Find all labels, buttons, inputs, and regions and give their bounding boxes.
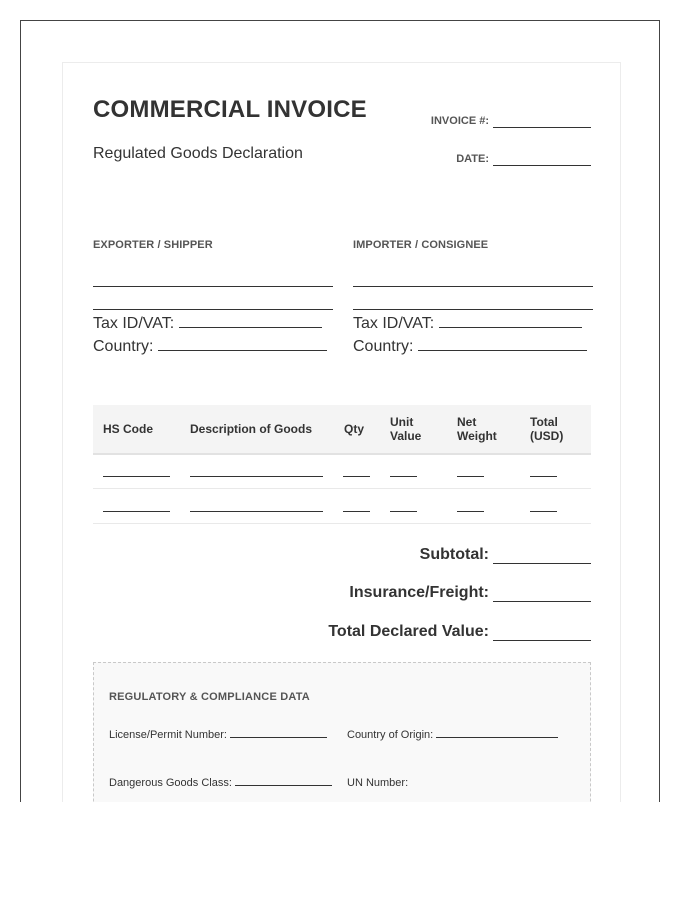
qty-field[interactable] bbox=[343, 511, 370, 512]
total-field[interactable] bbox=[530, 476, 557, 477]
invoice-document bbox=[62, 62, 621, 802]
total-field[interactable] bbox=[530, 511, 557, 512]
dangerous-goods-row bbox=[109, 777, 332, 789]
importer-line-1[interactable] bbox=[353, 286, 593, 287]
col-header-qty: Qty bbox=[344, 422, 365, 436]
importer-tax-field[interactable] bbox=[439, 327, 582, 328]
un-number-label: UN Number: bbox=[347, 777, 409, 789]
total-declared-value-field[interactable] bbox=[493, 640, 591, 641]
dangerous-goods-label: Dangerous Goods Class: bbox=[109, 777, 232, 789]
invoice-number-field[interactable] bbox=[493, 127, 591, 128]
page-title: COMMERCIAL INVOICE bbox=[93, 96, 367, 123]
importer-heading: IMPORTER / CONSIGNEE bbox=[353, 239, 489, 251]
col-header-total-usd: Total (USD) bbox=[530, 415, 564, 443]
regulatory-section bbox=[93, 662, 591, 802]
importer-line-2[interactable] bbox=[353, 309, 593, 310]
page-subtitle: Regulated Goods Declaration bbox=[93, 145, 303, 162]
exporter-line-2[interactable] bbox=[93, 309, 333, 310]
importer-country-field[interactable] bbox=[418, 350, 587, 351]
dangerous-goods-field[interactable] bbox=[235, 785, 332, 786]
exporter-line-1[interactable] bbox=[93, 286, 333, 287]
description-field[interactable] bbox=[190, 511, 323, 512]
exporter-tax-label: Tax ID/VAT: bbox=[93, 315, 175, 332]
origin-field[interactable] bbox=[436, 737, 558, 738]
page-frame bbox=[20, 20, 660, 802]
unit-value-field[interactable] bbox=[390, 511, 417, 512]
origin-label: Country of Origin: bbox=[347, 729, 434, 741]
regulatory-heading: REGULATORY & COMPLIANCE DATA bbox=[109, 691, 310, 703]
license-field[interactable] bbox=[230, 737, 327, 738]
table-row bbox=[63, 489, 621, 524]
insurance-freight-field[interactable] bbox=[493, 601, 591, 602]
col-header-unit-value: Unit Value bbox=[390, 415, 422, 443]
date-field[interactable] bbox=[493, 165, 591, 166]
table-row bbox=[63, 454, 621, 489]
exporter-tax-field[interactable] bbox=[179, 327, 322, 328]
license-label: License/Permit Number: bbox=[109, 729, 227, 741]
hs-code-field[interactable] bbox=[103, 476, 170, 477]
description-field[interactable] bbox=[190, 476, 323, 477]
col-header-net-weight: Net Weight bbox=[457, 415, 497, 443]
goods-table-header bbox=[93, 405, 591, 455]
exporter-heading: EXPORTER / SHIPPER bbox=[93, 239, 213, 251]
col-header-hs-code: HS Code bbox=[103, 422, 154, 436]
exporter-country-field[interactable] bbox=[158, 350, 327, 351]
hs-code-field[interactable] bbox=[103, 511, 170, 512]
exporter-tax-row bbox=[93, 315, 322, 333]
net-weight-field[interactable] bbox=[457, 476, 484, 477]
row-divider bbox=[93, 523, 591, 524]
date-label: DATE: bbox=[456, 153, 489, 165]
importer-tax-label: Tax ID/VAT: bbox=[353, 315, 435, 332]
license-row bbox=[109, 729, 327, 741]
origin-row bbox=[347, 729, 558, 741]
importer-country-label: Country: bbox=[353, 338, 414, 355]
total-declared-value-label: Total Declared Value: bbox=[328, 623, 489, 640]
insurance-freight-label: Insurance/Freight: bbox=[349, 584, 489, 601]
subtotal-field[interactable] bbox=[493, 563, 591, 564]
net-weight-field[interactable] bbox=[457, 511, 484, 512]
exporter-country-label: Country: bbox=[93, 338, 154, 355]
importer-tax-row bbox=[353, 315, 582, 333]
invoice-number-label: INVOICE #: bbox=[430, 115, 489, 127]
exporter-country-row bbox=[93, 338, 327, 356]
qty-field[interactable] bbox=[343, 476, 370, 477]
subtotal-label: Subtotal: bbox=[419, 546, 489, 563]
unit-value-field[interactable] bbox=[390, 476, 417, 477]
importer-country-row bbox=[353, 338, 587, 356]
col-header-description: Description of Goods bbox=[190, 422, 313, 436]
